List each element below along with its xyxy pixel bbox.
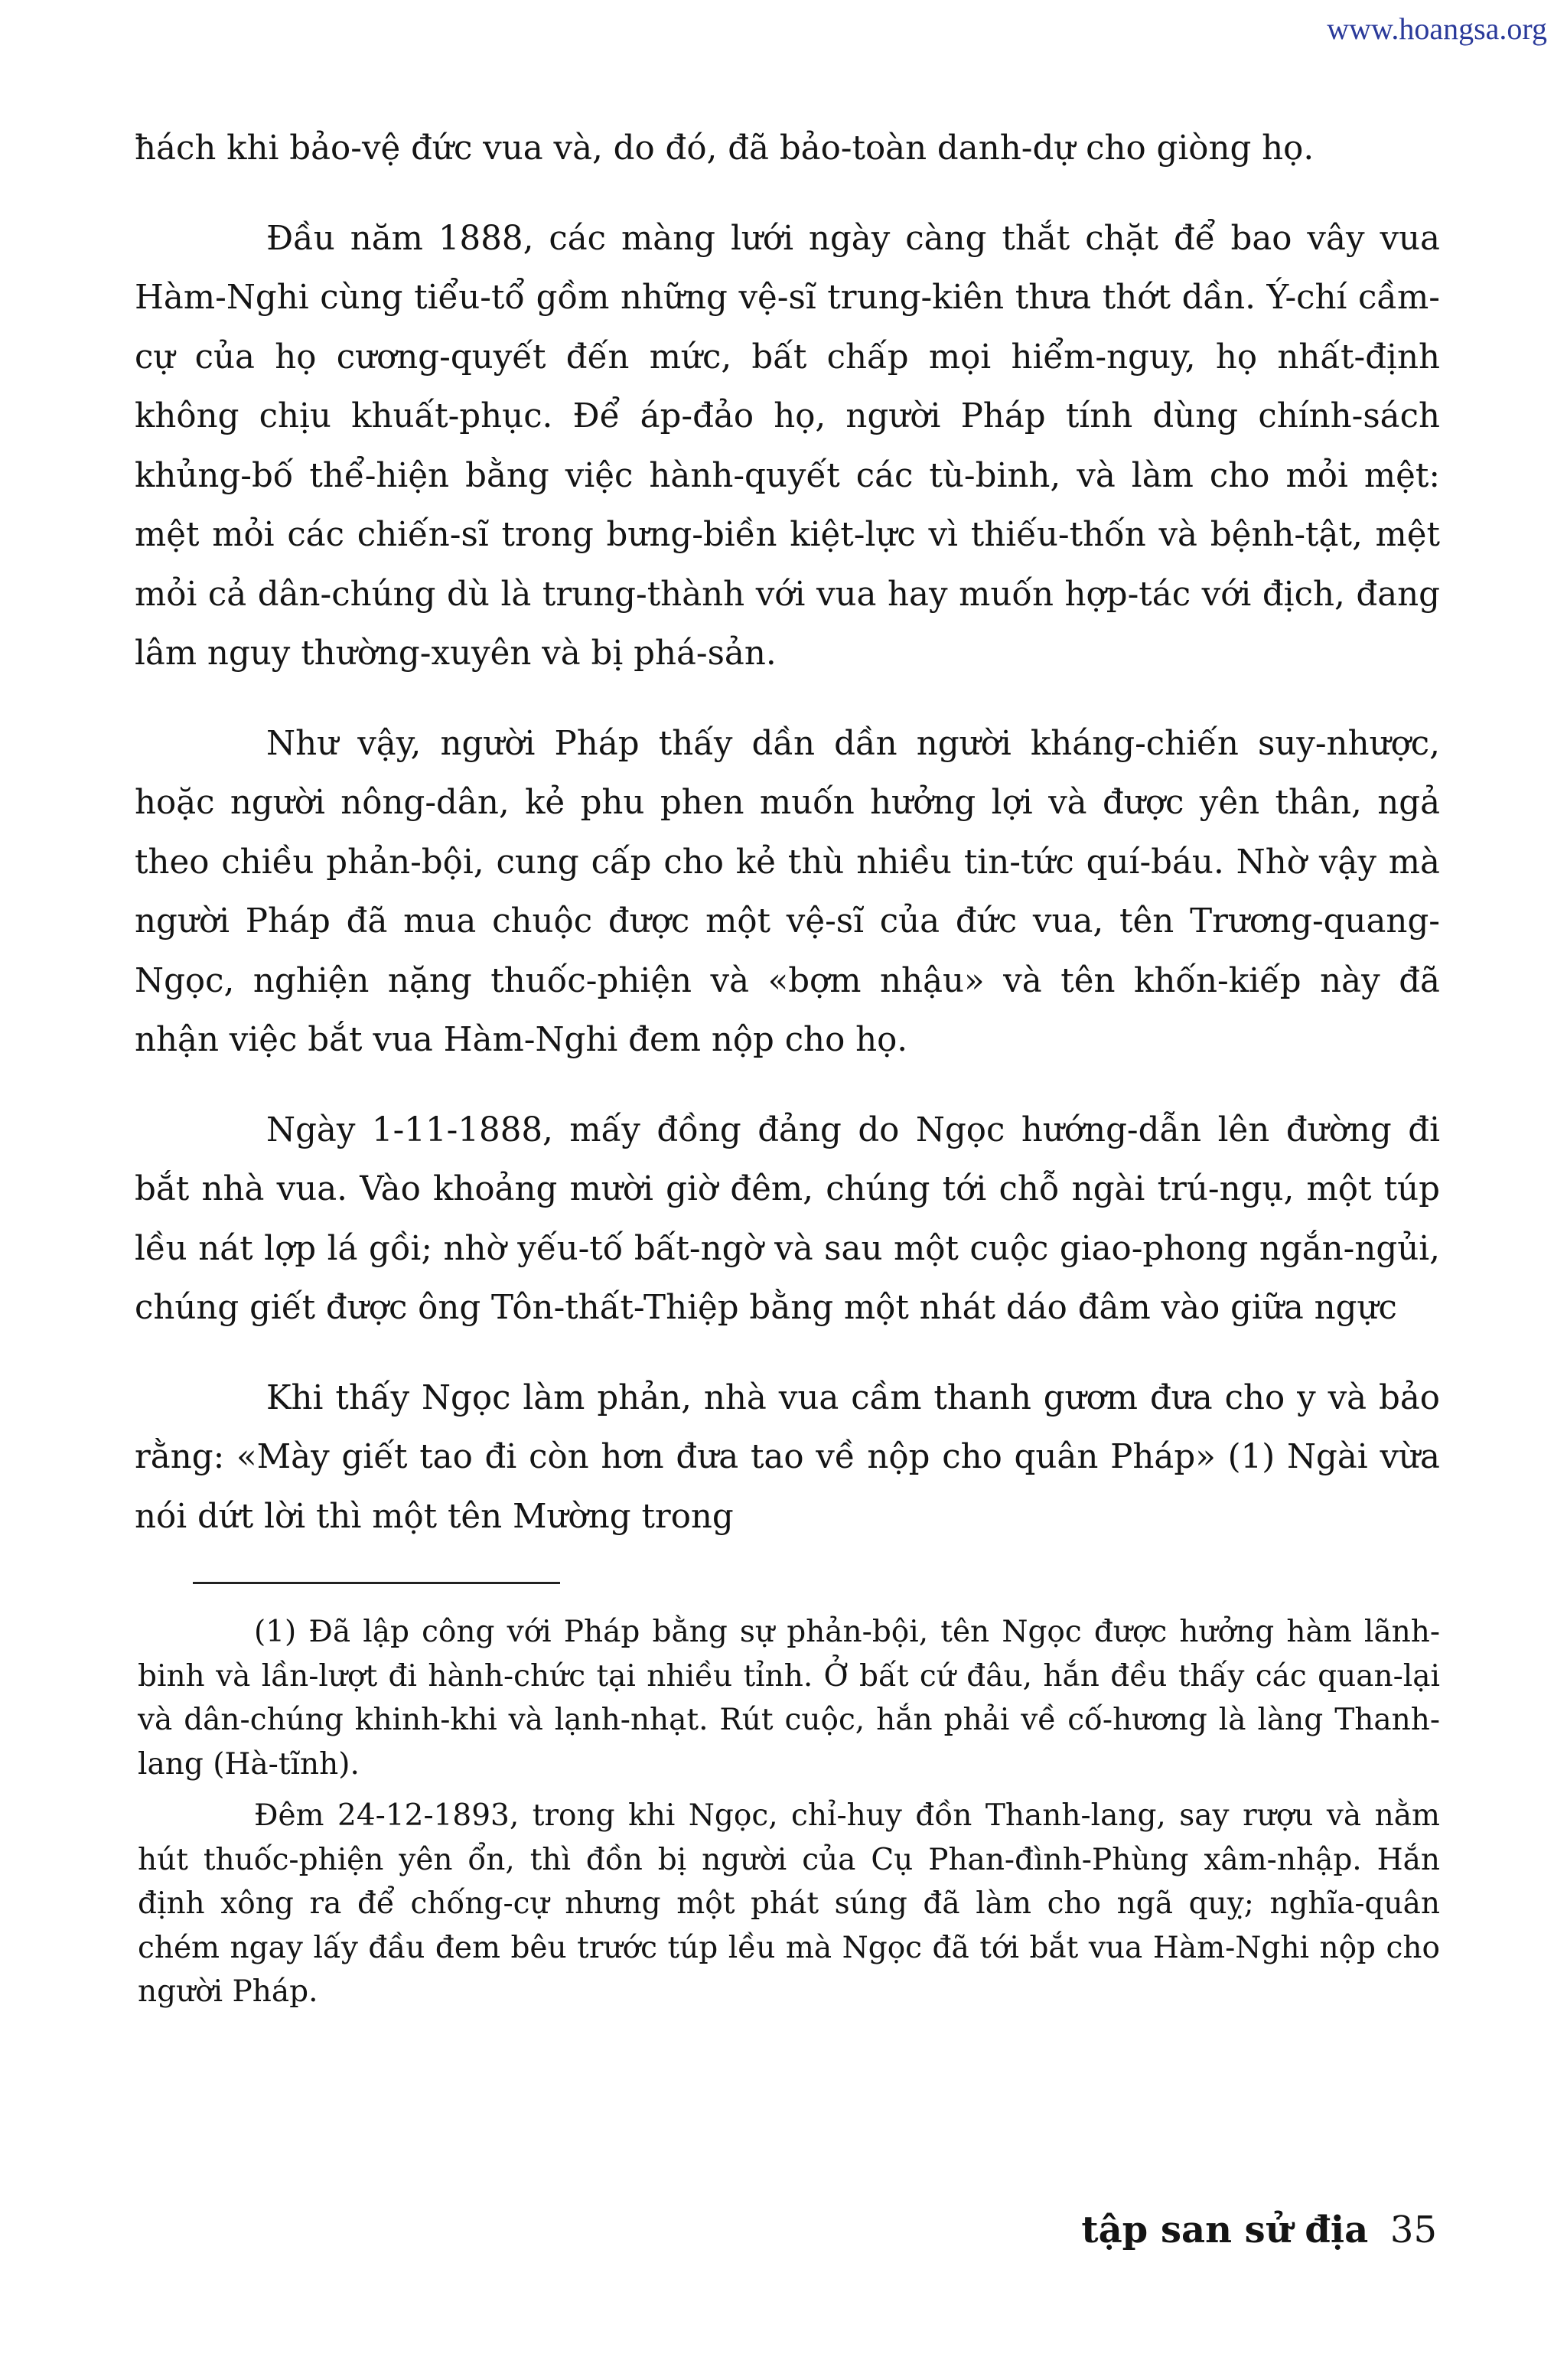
footnote-divider xyxy=(193,1582,560,1584)
page-footer xyxy=(1081,2209,1437,2251)
paragraph-continuation: ħách khi bảo-vệ đức vua và, do đó, đã bảo-toàn danh-dự cho giòng họ. xyxy=(135,129,1315,168)
journal-name: tập san sử địa xyxy=(1081,2209,1369,2251)
paragraph-king-sword: Khi thấy Ngọc làm phản, nhà vua cầm thanh gươm đưa cho y và bảo rằng: «Mày giết tao đi còn hơn đưa tao về nộp cho quân Pháp» (1) Ngài vừa nói dứt lời thì một tên Mường trong xyxy=(135,1378,1440,1536)
paragraph-1888-siege: Đầu năm 1888, các màng lưới ngày càng thắt chặt để bao vây vua Hàm-Nghi cùng tiểu-tổ gồm những vệ-sĩ trung-kiên thưa thớt dần. Ý-chí cầm-cự của họ cương-quyết đến mức, bất chấp mọi hiểm-nguy, họ nhất-định không chịu khuất-phục. Để áp-đảo họ, người Pháp tính dùng chính-sách khủng-bố thể-hiện bằng việc hành-quyết các tù-binh, và làm cho mỏi mệt: mệt mỏi các chiến-sĩ trong bưng-biền kiệt-lực vì thiếu-thốn và bệnh-tật, mệt mỏi cả dân-chúng dù là trung-thành với vua hay muốn hợp-tác với địch, đang lâm nguy thường-xuyên và bị phá-sản. xyxy=(135,219,1440,673)
page-number: 35 xyxy=(1389,2209,1437,2251)
page-body xyxy=(135,119,1440,2014)
footnote-1: (1) Đã lập công với Pháp bằng sự phản-bội, tên Ngọc được hưởng hàm lãnh-binh và lần-lượt đi hành-chức tại nhiều tỉnh. Ở bất cứ đâu, hắn đều thấy các quan-lại và dân-chúng khinh-khi và lạnh-nhạt. Rút cuộc, hắn phải về cố-hương là làng Thanh-lang (Hà-tĩnh). xyxy=(138,1615,1440,1782)
paragraph-betrayal: Như vậy, người Pháp thấy dần dần người kháng-chiến suy-nhược, hoặc người nông-dân, kẻ phu phen muốn hưởng lợi và được yên thân, ngả theo chiều phản-bội, cung cấp cho kẻ thù nhiều tin-tức quí-báu. Nhờ vậy mà người Pháp đã mua chuộc được một vệ-sĩ của đức vua, tên Trương-quang-Ngọc, nghiện nặng thuốc-phiện và «bợm nhậu» và tên khốn-kiếp này đã nhận việc bắt vua Hàm-Nghi đem nộp cho họ. xyxy=(135,724,1440,1059)
paragraph-capture-night: Ngày 1-11-1888, mấy đồng đảng do Ngọc hướng-dẫn lên đường đi bắt nhà vua. Vào khoảng mười giờ đêm, chúng tới chỗ ngài trú-ngụ, một túp lều nát lợp lá gồi; nhờ yếu-tố bất-ngờ và sau một cuộc giao-phong ngắn-ngủi, chúng giết được ông Tôn-thất-Thiệp bằng một nhát dáo đâm vào giữa ngực xyxy=(135,1110,1440,1327)
watermark-url: www.hoangsa.org xyxy=(1327,11,1547,46)
footnote-1-continued: Đêm 24-12-1893, trong khi Ngọc, chỉ-huy đồn Thanh-lang, say rượu và nằm hút thuốc-phiện yên ổn, thì đồn bị người của Cụ Phan-đình-Phùng xâm-nhập. Hắn định xông ra để chống-cự nhưng một phát súng đã làm cho ngã quỵ; nghĩa-quân chém ngay lấy đầu đem bêu trước túp lều mà Ngọc đã tới bắt vua Hàm-Nghi nộp cho người Pháp. xyxy=(138,1798,1440,2009)
